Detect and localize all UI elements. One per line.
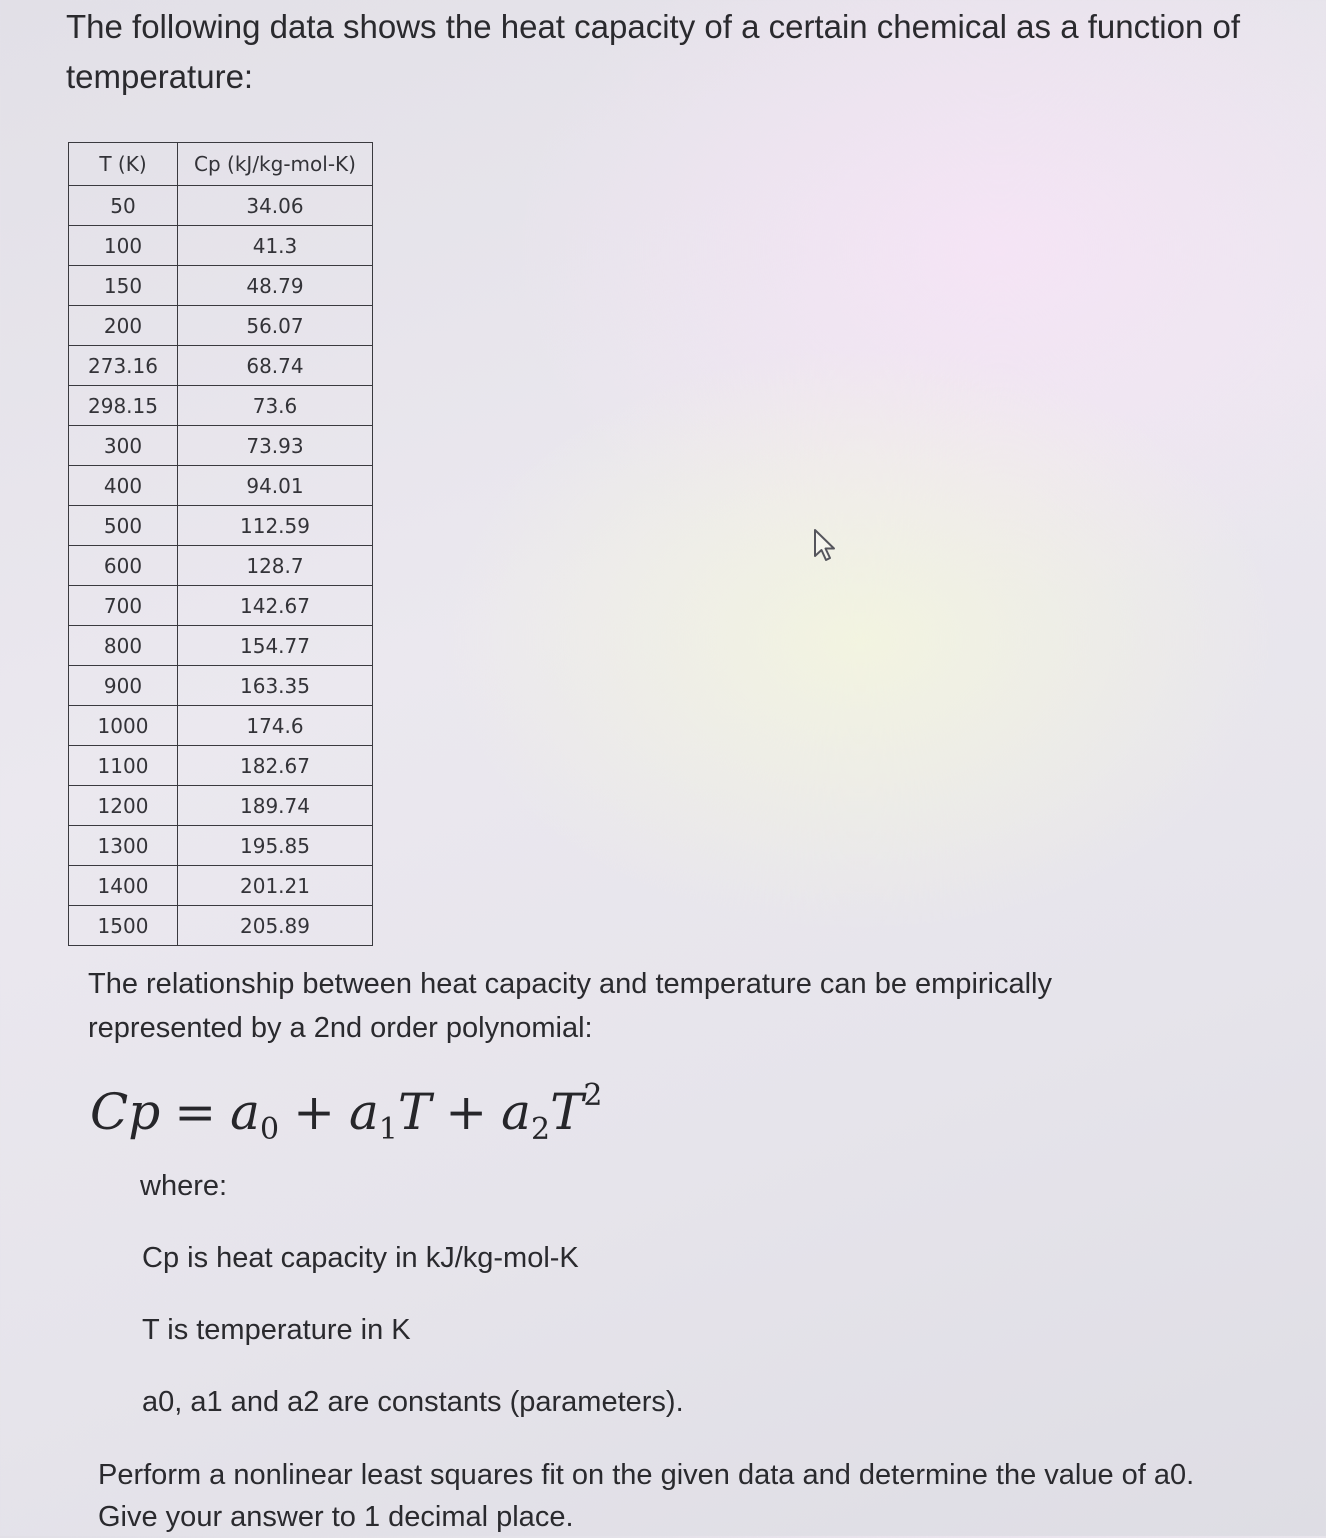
definition-t: T is temperature in K — [142, 1314, 411, 1346]
equation-a0-subscript: 0 — [259, 1112, 280, 1147]
equation-a0: a — [230, 1083, 260, 1141]
equation-t-linear: T — [397, 1083, 432, 1141]
cell-temperature: 800 — [69, 626, 178, 666]
table-row — [69, 186, 373, 226]
cell-temperature: 600 — [69, 546, 178, 586]
relationship-text: The relationship between heat capacity and temperature can be empirically represented by a 2nd order polynomial: — [88, 968, 1052, 1044]
cell-heat-capacity: 189.74 — [178, 786, 373, 826]
table-row — [69, 546, 373, 586]
table-row — [69, 786, 373, 826]
where-label: where: — [140, 1170, 228, 1202]
cell-temperature: 900 — [69, 666, 178, 706]
table-row — [69, 826, 373, 866]
cell-temperature: 300 — [69, 426, 178, 466]
cell-temperature: 200 — [69, 306, 178, 346]
cell-temperature: 1400 — [69, 866, 178, 906]
table-header-row — [69, 143, 373, 186]
cell-temperature: 1500 — [69, 906, 178, 946]
table-row — [69, 306, 373, 346]
header-temperature: T (K) — [69, 143, 178, 186]
table-row — [69, 426, 373, 466]
cell-temperature: 273.16 — [69, 346, 178, 386]
equation-a1: a — [348, 1083, 379, 1141]
cell-temperature: 298.15 — [69, 386, 178, 426]
cell-temperature: 1100 — [69, 746, 178, 786]
equation-plus-1: + — [293, 1083, 335, 1141]
cell-heat-capacity: 56.07 — [178, 306, 373, 346]
cell-heat-capacity: 182.67 — [178, 746, 373, 786]
definition-constants: a0, a1 and a2 are constants (parameters). — [142, 1386, 684, 1418]
task-text: Perform a nonlinear least squares fit on the given data and determine the value of a0. Give your answer to 1 decimal place. — [98, 1459, 1195, 1533]
table-row — [69, 866, 373, 906]
equation-equals: = — [174, 1083, 217, 1141]
cell-heat-capacity: 154.77 — [178, 626, 373, 666]
table-row — [69, 346, 373, 386]
table-row — [69, 746, 373, 786]
equation-a2: a — [501, 1083, 531, 1141]
cell-temperature: 1200 — [69, 786, 178, 826]
cell-heat-capacity: 174.6 — [178, 706, 373, 746]
cell-heat-capacity: 48.79 — [178, 266, 373, 306]
cell-heat-capacity: 128.7 — [178, 546, 373, 586]
cell-heat-capacity: 94.01 — [178, 466, 373, 506]
table-row — [69, 266, 373, 306]
table-row — [69, 466, 373, 506]
cell-heat-capacity: 73.6 — [178, 386, 373, 426]
cell-heat-capacity: 205.89 — [178, 906, 373, 946]
cell-heat-capacity: 73.93 — [178, 426, 373, 466]
polynomial-equation — [90, 1078, 603, 1147]
table-body — [69, 186, 373, 946]
table-row — [69, 586, 373, 626]
cell-heat-capacity: 195.85 — [178, 826, 373, 866]
table-row — [69, 226, 373, 266]
cell-heat-capacity: 41.3 — [178, 226, 373, 266]
cell-heat-capacity: 112.59 — [178, 506, 373, 546]
cell-heat-capacity: 68.74 — [178, 346, 373, 386]
equation-exponent: 2 — [583, 1078, 603, 1113]
heat-capacity-table — [68, 142, 373, 946]
equation-t-squared: T — [550, 1083, 584, 1141]
cell-temperature: 400 — [69, 466, 178, 506]
intro-text: The following data shows the heat capacity of a certain chemical as a function of temperature: — [66, 8, 1240, 95]
cell-temperature: 150 — [69, 266, 178, 306]
header-heat-capacity: Cp (kJ/kg-mol-K) — [178, 143, 373, 186]
definition-cp: Cp is heat capacity in kJ/kg-mol-K — [142, 1242, 579, 1274]
equation-a1-subscript: 1 — [378, 1112, 398, 1147]
equation-a2-subscript: 2 — [530, 1112, 551, 1147]
cell-temperature: 50 — [69, 186, 178, 226]
table-row — [69, 506, 373, 546]
cell-temperature: 500 — [69, 506, 178, 546]
cell-temperature: 100 — [69, 226, 178, 266]
table-row — [69, 626, 373, 666]
cell-heat-capacity: 163.35 — [178, 666, 373, 706]
equation-lhs: Cp — [90, 1083, 161, 1141]
cell-heat-capacity: 142.67 — [178, 586, 373, 626]
equation-plus-2: + — [445, 1083, 488, 1141]
table-row — [69, 386, 373, 426]
cell-temperature: 1000 — [69, 706, 178, 746]
cell-heat-capacity: 34.06 — [178, 186, 373, 226]
cell-temperature: 1300 — [69, 826, 178, 866]
cell-temperature: 700 — [69, 586, 178, 626]
table-row — [69, 666, 373, 706]
table-row — [69, 906, 373, 946]
mouse-pointer-icon — [812, 528, 842, 564]
cell-heat-capacity: 201.21 — [178, 866, 373, 906]
table-row — [69, 706, 373, 746]
